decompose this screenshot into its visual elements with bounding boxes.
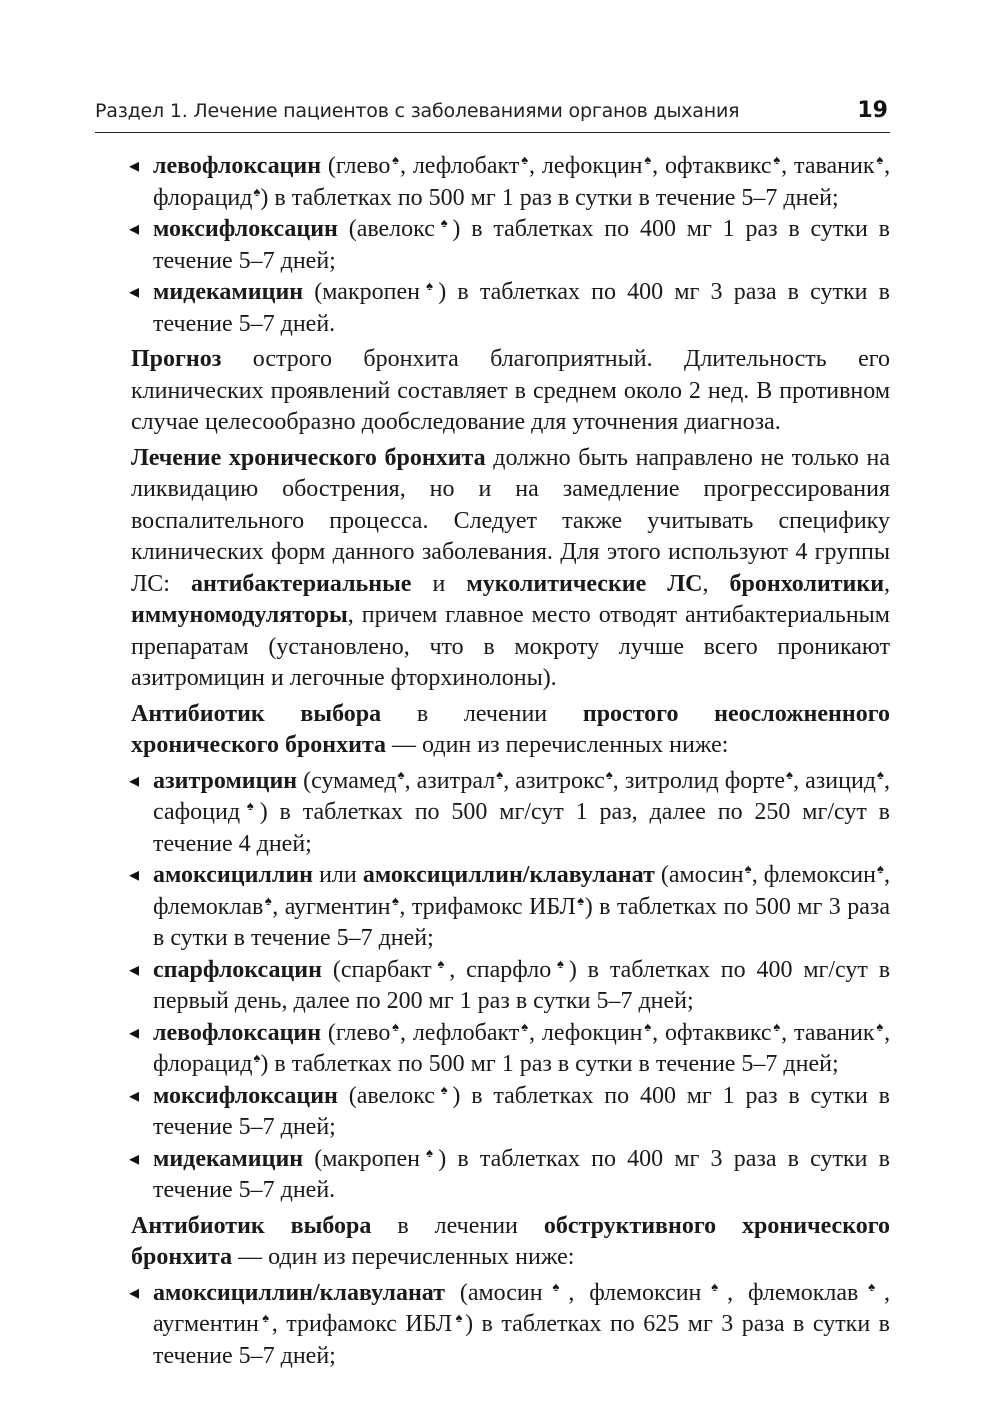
brand-mark-icon: ♠ — [435, 1081, 453, 1097]
list-item: ◂ мидекамицин (макропен♠) в таблетках по 400 мг 3 раза в сутки в течение 5–7 дней. — [153, 277, 890, 340]
brand-name: макропен — [322, 279, 420, 305]
brand-name: лефокцин — [541, 1019, 643, 1046]
list-item: ◂ азитромицин (сумамед♠, азитрал♠, азитрокс♠, зитролид форте♠, азицид♠, сафоцид♠) в таблетках по 500 мг/сут 1 раз, далее по 250 мг/сут в течение 4 дней; — [153, 766, 890, 861]
brand-name: офтаквикс — [665, 1019, 772, 1046]
brand-name: флемоклав — [153, 893, 264, 920]
brand-mark-icon: ♠ — [875, 152, 885, 167]
chronic-treatment-paragraph: Лечение хронического бронхита должно быть направлено не только на ликвидацию обострения, но и на замедление прогрессирования воспалительного процесса. Следует также учитывать специфику клинических форм данного заболевания. Для этого используют 4 группы ЛС: антибактериальные и муколитические ЛС, бронхолитики, иммуномодуляторы, причем главное место отводят антибактериальным препаратам (установлено, что в мокроту лучше всего проникают азитромицин и легочные фторхинолоны). — [131, 444, 891, 691]
brand-name: флемоксин — [589, 1279, 702, 1306]
brand-mark-icon: ♠ — [496, 766, 504, 782]
brand-mark-icon: ♠ — [543, 1278, 569, 1294]
brand-name: азицид — [805, 767, 876, 794]
obstructive-bronchitis-paragraph: Антибиотик выбора в лечении обструктивного хронического бронхита — один из перечисленных ниже: — [131, 1212, 891, 1270]
brand-name: трифамокс ИБЛ — [411, 893, 576, 920]
drug-name: моксифлоксацин — [153, 216, 338, 242]
brand-name: офтаквикс — [665, 153, 772, 179]
brand-name: макропен — [322, 1145, 420, 1172]
brand-name: авелокс — [356, 1082, 435, 1109]
drug-list-continued — [153, 151, 890, 340]
brand-mark-icon: ♠ — [772, 1018, 782, 1034]
brand-mark-icon: ♠ — [702, 1278, 728, 1294]
brand-mark-icon: ♠ — [391, 1018, 400, 1034]
drug-name: спарфлоксацин — [153, 956, 322, 983]
brand-name: таваник — [794, 153, 875, 179]
brand-mark-icon: ♠ — [253, 183, 261, 199]
drug-name: мидекамицин — [153, 279, 304, 305]
list-item: ◂ амоксициллин или амоксициллин/клавуланат (амосин♠, флемоксин♠, флемоклав♠, аугментин♠, трифамокс ИБЛ♠) в таблетках по 500 мг 3 раза в сутки в течение 5–7 дней; — [153, 860, 890, 955]
section-title: Раздел 1. Лечение пациентов с заболеваниями органов дыхания — [95, 100, 740, 122]
brand-mark-icon: ♠ — [786, 766, 794, 782]
prognosis-paragraph: Прогноз острого бронхита благоприятный. Длительность его клинических проявлений составляет в среднем около 2 нед. В противном случае целесообразно дообследование для уточнения диагноза. — [131, 346, 890, 435]
brand-mark-icon: ♠ — [859, 1278, 885, 1294]
brand-name: таваник — [794, 1019, 875, 1046]
brand-name: аугментин — [153, 1311, 259, 1337]
brand-mark-icon: ♠ — [643, 1018, 653, 1034]
brand-mark-icon: ♠ — [876, 861, 884, 876]
brand-name: аугментин — [284, 893, 391, 920]
brand-name: азитрал — [416, 767, 496, 794]
drug-name: левофлоксацин — [153, 153, 322, 179]
brand-name: глево — [335, 1019, 391, 1046]
drug-name: левофлоксацин — [153, 1019, 322, 1046]
brand-mark-icon: ♠ — [643, 152, 653, 167]
brand-name: лефокцин — [541, 153, 643, 179]
drug-name: азитромицин — [153, 767, 298, 794]
brand-name: флорацид — [153, 184, 253, 211]
brand-name: сумамед — [311, 767, 397, 794]
brand-mark-icon: ♠ — [391, 892, 400, 908]
brand-mark-icon: ♠ — [391, 152, 400, 167]
brand-name: глево — [335, 153, 391, 179]
brand-mark-icon: ♠ — [420, 1144, 439, 1160]
brand-mark-icon: ♠ — [259, 1310, 272, 1325]
drug-name: амоксициллин/клавуланат — [362, 862, 655, 888]
brand-mark-icon: ♠ — [264, 892, 273, 908]
brand-mark-icon: ♠ — [520, 152, 529, 167]
list-item: ◂ левофлоксацин (глево♠, лефлобакт♠, лефокцин♠, офтаквикс♠, таваник♠, флорацид♠) в таблетках по 500 мг 1 раз в сутки в течение 5–7 дней; — [153, 151, 890, 214]
simple-bronchitis-paragraph: Антибиотик выбора в лечении простого неосложненного хронического бронхита — один из перечисленных ниже: — [131, 700, 890, 758]
brand-name: амосин — [467, 1279, 543, 1306]
brand-name: азитрокс — [515, 767, 605, 794]
brand-name: спарфло — [466, 956, 552, 983]
brand-mark-icon: ♠ — [552, 955, 569, 971]
brand-name: флемоклав — [747, 1279, 859, 1306]
brand-name: флорацид — [153, 1051, 253, 1077]
brand-name: амосин — [668, 862, 744, 888]
list-item: ◂ левофлоксацин (глево♠, лефлобакт♠, лефокцин♠, офтаквикс♠, таваник♠, флорацид♠) в таблетках по 500 мг 1 раз в сутки в течение 5–7 дней; — [153, 1018, 890, 1081]
brand-mark-icon: ♠ — [397, 766, 405, 782]
obstructive-bronchitis-drug-list — [153, 1278, 890, 1373]
list-item: ◂ спарфлоксацин (спарбакт♠, спарфло♠) в таблетках по 400 мг/сут в первый день, далее по 200 мг 1 раз в сутки 5–7 дней; — [153, 955, 890, 1018]
brand-mark-icon: ♠ — [241, 798, 260, 813]
brand-mark-icon: ♠ — [877, 766, 884, 782]
brand-name: спарбакт — [340, 956, 432, 983]
drug-name: мидекамицин — [153, 1145, 304, 1172]
brand-name: лефлобакт — [412, 153, 520, 179]
brand-name: зитролид форте — [624, 767, 786, 794]
brand-name: авелокс — [356, 216, 435, 242]
running-header — [95, 96, 890, 133]
brand-mark-icon: ♠ — [576, 892, 585, 908]
main-text — [131, 151, 890, 1376]
brand-name: сафоцид — [153, 799, 241, 825]
brand-mark-icon: ♠ — [605, 766, 613, 782]
list-item: ◂ мидекамицин (макропен♠) в таблетках по 400 мг 3 раза в сутки в течение 5–7 дней. — [153, 1144, 890, 1207]
brand-mark-icon: ♠ — [453, 1310, 466, 1325]
brand-mark-icon: ♠ — [435, 215, 453, 230]
list-item: ◂ амоксициллин/клавуланат (амосин♠, флемоксин♠, флемоклав♠, аугментин♠, трифамокс ИБЛ♠) в таблетках по 625 мг 3 раза в сутки в течение 5–7 дней; — [153, 1278, 890, 1373]
brand-mark-icon: ♠ — [744, 861, 752, 876]
brand-name: лефлобакт — [412, 1019, 520, 1046]
brand-mark-icon: ♠ — [253, 1050, 261, 1065]
brand-mark-icon: ♠ — [432, 955, 450, 971]
drug-name: амоксициллин/клавуланат — [153, 1279, 445, 1306]
page-number: 19 — [857, 98, 888, 123]
brand-name: флемоксин — [763, 862, 876, 888]
simple-bronchitis-drug-list — [153, 766, 890, 1207]
brand-name: трифамокс ИБЛ — [286, 1311, 453, 1337]
drug-name: моксифлоксацин — [153, 1082, 338, 1109]
list-item: ◂ моксифлоксацин (авелокс♠) в таблетках по 400 мг 1 раз в сутки в течение 5–7 дней; — [153, 1081, 890, 1144]
brand-mark-icon: ♠ — [875, 1018, 885, 1034]
list-item: ◂ моксифлоксацин (авелокс♠) в таблетках по 400 мг 1 раз в сутки в течение 5–7 дней; — [153, 214, 890, 277]
brand-mark-icon: ♠ — [772, 152, 782, 167]
brand-mark-icon: ♠ — [520, 1018, 529, 1034]
brand-mark-icon: ♠ — [420, 278, 439, 293]
drug-name: амоксициллин — [153, 862, 313, 888]
